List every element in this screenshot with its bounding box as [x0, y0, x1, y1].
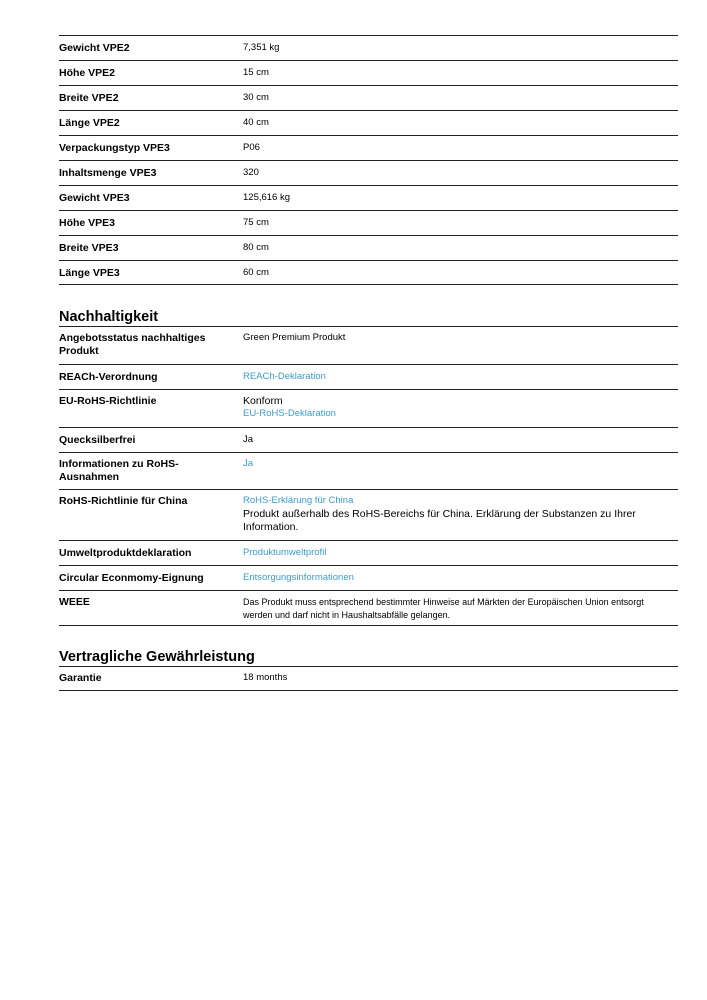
row-label: Gewicht VPE2 [59, 42, 130, 54]
row-value [243, 596, 678, 625]
row-value: 18 months [243, 672, 288, 683]
warranty-table [59, 666, 678, 691]
table-row [59, 260, 678, 285]
row-value: P06 [243, 142, 260, 153]
product-environment-profile-link[interactable]: Produktumweltprofil [243, 547, 327, 558]
rohs-exemptions-link[interactable]: Ja [243, 458, 254, 469]
row-label: EU-RoHS-Richtlinie [59, 395, 157, 407]
datasheet-page [59, 35, 678, 691]
table-row [59, 60, 678, 85]
table-row [59, 35, 678, 60]
row-value: 15 cm [243, 67, 269, 78]
eu-rohs-declaration-link[interactable]: EU-RoHS-Deklaration [243, 408, 336, 419]
row-label [59, 332, 243, 364]
table-row [59, 452, 678, 489]
row-label: Umweltproduktdeklaration [59, 547, 192, 559]
section-title: Vertragliche Gewährleistung [59, 649, 255, 665]
row-label: Höhe VPE3 [59, 217, 116, 229]
row-label: Länge VPE3 [59, 267, 120, 279]
section-title: Nachhaltigkeit [59, 309, 159, 325]
disposal-information-link[interactable]: Entsorgungsinformationen [243, 572, 354, 583]
weee-text: werden und darf nicht in Haushaltsabfälle gelangen. [243, 609, 451, 620]
table-row [59, 389, 678, 427]
row-label [59, 458, 243, 489]
row-label-line: Angebotsstatus nachhaltiges [59, 332, 206, 344]
table-row [59, 540, 678, 565]
row-label: Quecksilberfrei [59, 434, 136, 446]
table-row [59, 110, 678, 135]
china-rohs-text: Information. [243, 520, 299, 533]
row-value [243, 395, 678, 427]
table-row [59, 185, 678, 210]
row-value: 40 cm [243, 117, 269, 128]
row-label: Garantie [59, 672, 102, 684]
row-label: Inhaltsmenge VPE3 [59, 167, 157, 179]
row-label-line: Ausnahmen [59, 471, 120, 483]
row-value: 60 cm [243, 267, 269, 278]
table-row [59, 590, 678, 626]
table-row [59, 210, 678, 235]
china-rohs-link[interactable]: RoHS-Erklärung für China [243, 495, 354, 506]
section-heading-sustainability [59, 306, 678, 326]
row-value: 30 cm [243, 92, 269, 103]
row-label: Verpackungstyp VPE3 [59, 142, 170, 154]
table-row [59, 565, 678, 590]
row-value [243, 495, 678, 540]
packaging-table [59, 35, 678, 285]
table-row [59, 326, 678, 364]
reach-declaration-link[interactable]: REACh-Deklaration [243, 371, 326, 382]
row-value: 7,351 kg [243, 42, 280, 53]
row-label: RoHS-Richtlinie für China [59, 495, 188, 507]
china-rohs-text: Produkt außerhalb des RoHS-Bereichs für China. Erklärung der Substanzen zu Ihrer [243, 507, 636, 520]
table-row [59, 235, 678, 260]
row-value: Green Premium Produkt [243, 332, 346, 343]
table-row [59, 160, 678, 185]
sustainability-table [59, 326, 678, 626]
row-label-line: Informationen zu RoHS- [59, 458, 179, 470]
row-value: 320 [243, 167, 259, 178]
row-label: Circular Econmomy-Eignung [59, 572, 204, 584]
row-label: Gewicht VPE3 [59, 192, 130, 204]
row-label: Breite VPE3 [59, 242, 119, 254]
row-label: Breite VPE2 [59, 92, 119, 104]
row-label: Höhe VPE2 [59, 67, 116, 79]
table-row [59, 364, 678, 389]
row-value: 125,616 kg [243, 192, 291, 203]
row-label: WEEE [59, 596, 90, 608]
row-value: 75 cm [243, 217, 269, 228]
table-row [59, 85, 678, 110]
section-heading-warranty [59, 646, 678, 666]
table-row [59, 427, 678, 452]
row-label: REACh-Verordnung [59, 371, 158, 383]
row-value: 80 cm [243, 242, 269, 253]
weee-text: Das Produkt muss entsprechend bestimmter Hinweise auf Märkten der Europäischen Union entsorgt [243, 597, 644, 607]
table-row [59, 489, 678, 540]
row-value: Ja [243, 434, 254, 445]
table-row [59, 135, 678, 160]
row-label: Länge VPE2 [59, 117, 120, 129]
table-row [59, 666, 678, 691]
row-label-line: Produkt [59, 345, 99, 357]
rohs-status: Konform [243, 395, 283, 407]
